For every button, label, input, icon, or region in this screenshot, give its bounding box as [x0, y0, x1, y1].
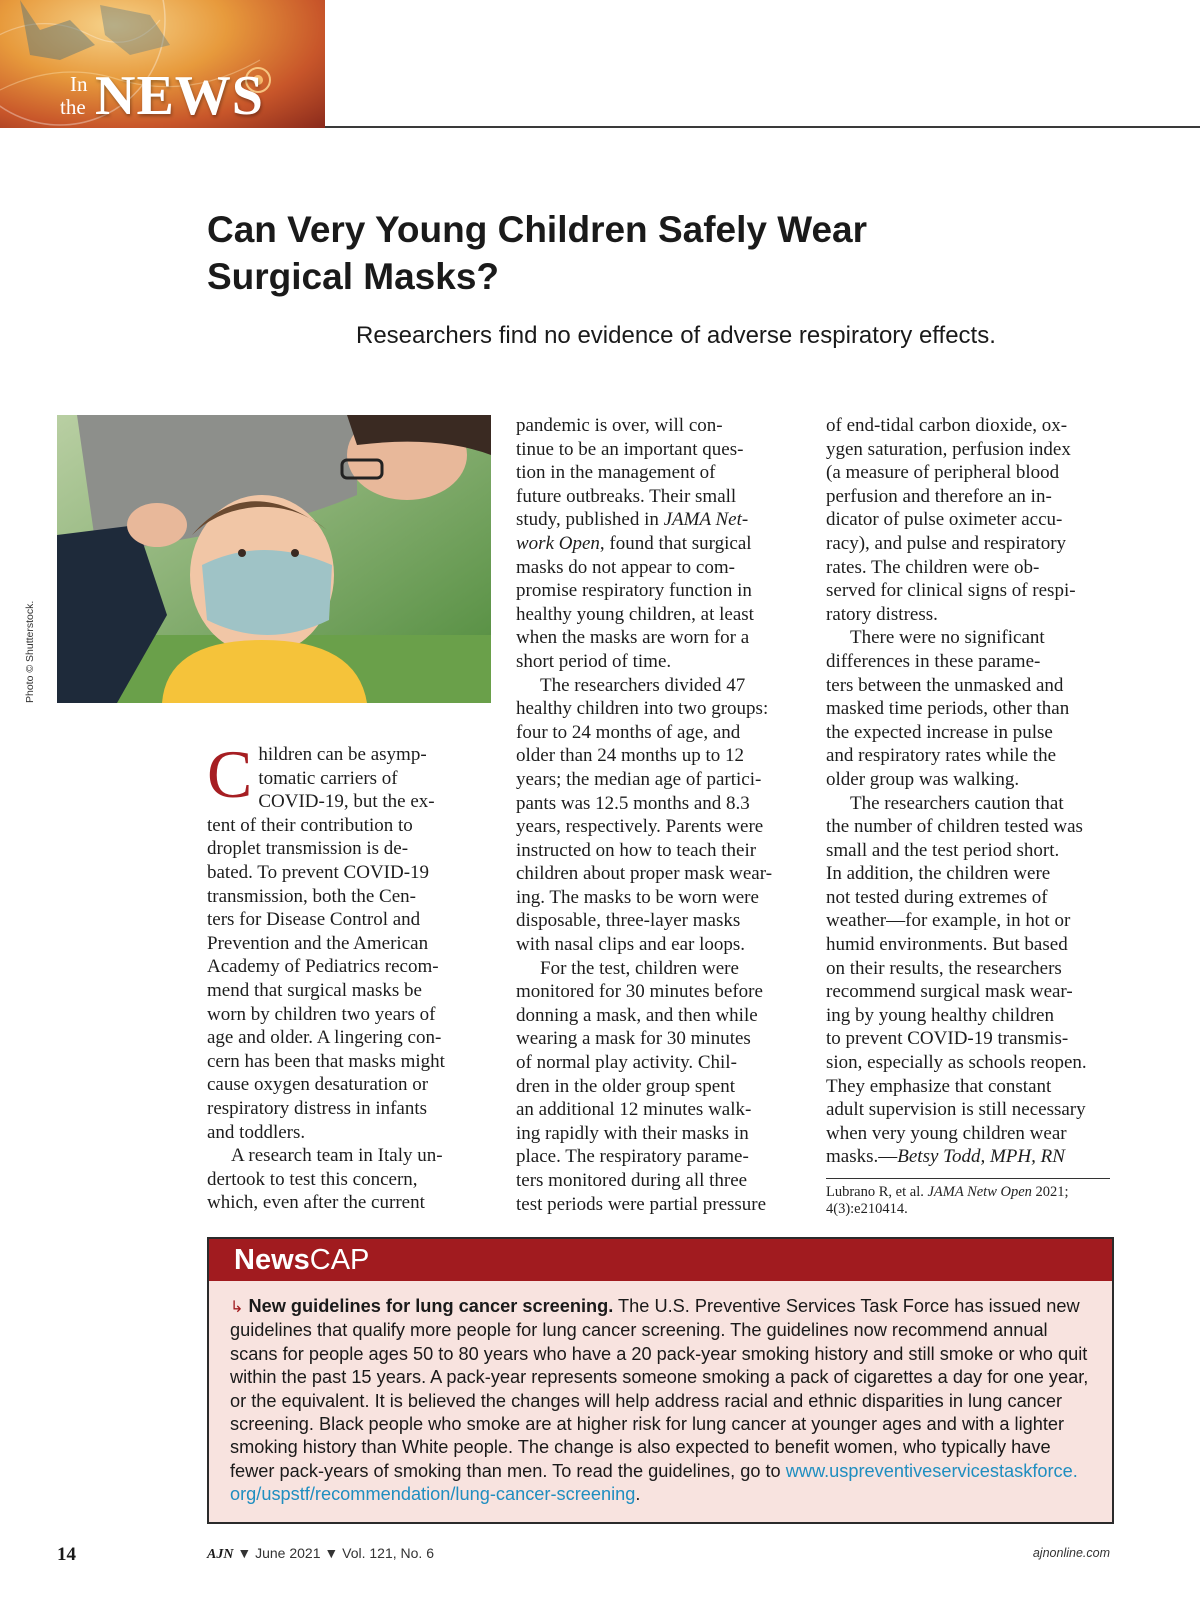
journal-info	[207, 1545, 434, 1563]
body-line: bated. To prevent COVID-19	[207, 861, 430, 883]
body-line: test periods were partial pressure	[516, 1193, 767, 1215]
headline-line-1: Can Very Young Children Safely Wear	[207, 209, 868, 250]
body-line: racy), and pulse and respiratory	[826, 532, 1067, 554]
body-line: when the masks are worn for a	[516, 627, 750, 649]
body-text: study, published in	[516, 509, 664, 531]
body-line: which, even after the current	[207, 1192, 425, 1214]
body-line: recommend surgical mask wear-	[826, 981, 1073, 1003]
body-line: on their results, the researchers	[826, 957, 1062, 979]
article-column-1	[207, 736, 497, 1215]
body-line: instructed on how to teach their	[516, 839, 757, 861]
article-column-3	[826, 414, 1121, 1169]
body-line: future outbreaks. Their small	[516, 485, 737, 507]
guidelines-link[interactable]: www.uspreventiveservicestaskforce.	[785, 1460, 1078, 1481]
page-number: 14	[57, 1544, 76, 1565]
body-line: They emphasize that constant	[826, 1075, 1052, 1097]
body-line: when very young children wear	[826, 1122, 1067, 1144]
body-line: the expected increase in pulse	[826, 721, 1053, 743]
body-line: wearing a mask for 30 minutes	[516, 1028, 751, 1050]
body-line: age and older. A lingering con-	[207, 1027, 442, 1049]
body-line: respiratory distress in infants	[207, 1097, 428, 1119]
body-line: COVID-19, but the ex-	[258, 791, 435, 813]
newscap-title	[234, 1244, 369, 1276]
body-line: ters between the unmasked and	[826, 674, 1064, 696]
body-line: ing by young healthy children	[826, 1004, 1054, 1026]
body-line: and respiratory rates while the	[826, 745, 1057, 767]
newscap-title-cap: CAP	[309, 1244, 370, 1276]
journal-name: AJN	[207, 1547, 234, 1562]
body-line: mend that surgical masks be	[207, 979, 422, 1001]
child-mask-photo	[57, 415, 491, 703]
issue-date: June 2021	[255, 1545, 321, 1561]
newscap-line	[230, 1295, 1100, 1319]
newscap-text: .	[635, 1484, 641, 1505]
body-line: small and the test period short.	[826, 839, 1060, 861]
body-line: worn by children two years of	[207, 1003, 436, 1025]
body-line: ters for Disease Control and	[207, 909, 421, 931]
body-line: There were no significant	[850, 627, 1045, 649]
reference-citation	[826, 1178, 1110, 1218]
body-line: rates. The children were ob-	[826, 556, 1040, 578]
triangle-icon: ▼	[324, 1545, 339, 1561]
newscap-line: guidelines that qualify more people for lung cancer screening. The guidelines now recommend annual	[230, 1320, 1048, 1341]
body-line: older group was walking.	[826, 768, 1020, 790]
body-line: masks do not appear to com-	[516, 556, 735, 578]
body-line: The researchers caution that	[850, 792, 1064, 814]
body-line: dertook to test this concern,	[207, 1168, 418, 1190]
body-line: promise respiratory function in	[516, 580, 752, 602]
body-line: Prevention and the American	[207, 932, 429, 954]
author-signoff: Betsy Todd, MPH, RN	[897, 1146, 1065, 1168]
body-line: adult supervision is still necessary	[826, 1099, 1086, 1121]
newscap-line: within the past 15 years. A pack-year represents someone smoking a pack of cigarettes a day for one year,	[230, 1367, 1089, 1388]
body-text: masks.—	[826, 1146, 898, 1168]
body-line: not tested during extremes of	[826, 886, 1048, 908]
body-line: In addition, the children were	[826, 863, 1051, 885]
newscap-line: or the equivalent. It is believed the changes will help address racial and ethnic disparities in lung cancer	[230, 1390, 1063, 1411]
header-rule	[325, 126, 1200, 128]
body-line: ing rapidly with their masks in	[516, 1122, 749, 1144]
body-line	[516, 508, 806, 532]
body-line: cern has been that masks might	[207, 1050, 445, 1072]
in-the-news-banner	[0, 0, 325, 128]
article-column-2	[516, 414, 806, 1216]
triangle-icon: ▼	[237, 1545, 252, 1561]
body-line: For the test, children were	[540, 957, 739, 979]
body-line: A research team in Italy un-	[231, 1145, 443, 1167]
deck-subtitle: Researchers find no evidence of adverse respiratory effects.	[356, 322, 996, 349]
photo-credit: Photo © Shutterstock.	[24, 600, 36, 703]
body-line: Academy of Pediatrics recom-	[207, 956, 439, 978]
body-line: monitored for 30 minutes before	[516, 981, 763, 1003]
newscap-line: screening. Black people who smoke are at higher risk for lung cancer at younger ages and with a lighter	[230, 1414, 1065, 1435]
body-line: of normal play activity. Chil-	[516, 1052, 737, 1074]
body-line: an additional 12 minutes walk-	[516, 1099, 752, 1121]
site-url: ajnonline.com	[1032, 1546, 1110, 1560]
newscap-title-bar	[209, 1239, 1112, 1281]
body-line: tent of their contribution to	[207, 814, 413, 836]
reference-line-2: 4(3):e210414.	[826, 1201, 908, 1217]
body-line: weather—for example, in hot or	[826, 910, 1071, 932]
body-line: disposable, three-layer masks	[516, 910, 741, 932]
body-line: humid environments. But based	[826, 934, 1068, 956]
body-line: perfusion and therefore an in-	[826, 485, 1052, 507]
article-photo	[57, 415, 491, 703]
body-line: older than 24 months up to 12	[516, 745, 744, 767]
body-line: years, respectively. Parents were	[516, 816, 764, 838]
reference-authors: Lubrano R, et al.	[826, 1184, 928, 1200]
reference-journal: JAMA Netw Open	[927, 1184, 1032, 1200]
body-line: ing. The masks to be worn were	[516, 886, 759, 908]
newscap-line	[230, 1460, 1100, 1483]
body-line: masked time periods, other than	[826, 698, 1070, 720]
body-text: , found that surgical	[599, 532, 752, 554]
headline	[207, 206, 967, 300]
body-line: years; the median age of partici-	[516, 768, 762, 790]
body-line: cause oxygen desaturation or	[207, 1074, 429, 1096]
reference-line-1	[826, 1184, 1110, 1201]
body-line	[516, 532, 806, 556]
arrow-icon: ↳	[230, 1299, 244, 1316]
body-line: and toddlers.	[207, 1121, 306, 1143]
body-line: ratory distress.	[826, 603, 938, 625]
newscap-line	[230, 1483, 1100, 1506]
journal-name-italic: work Open	[516, 532, 600, 554]
banner-word-the: the	[60, 95, 86, 119]
body-line: with nasal clips and ear loops.	[516, 934, 746, 956]
body-line	[826, 1145, 1121, 1169]
newscap-lead: New guidelines for lung cancer screening.	[248, 1296, 614, 1316]
banner-word-in: In	[70, 72, 88, 96]
newscap-body	[230, 1295, 1100, 1507]
body-line: (a measure of peripheral blood	[826, 462, 1060, 484]
body-line: ters monitored during all three	[516, 1170, 748, 1191]
banner-word-news: NEWS	[95, 65, 264, 127]
body-line: droplet transmission is de-	[207, 838, 409, 860]
body-line: ygen saturation, perfusion index	[826, 438, 1071, 460]
body-line: differences in these parame-	[826, 650, 1041, 672]
body-line: place. The respiratory parame-	[516, 1146, 749, 1168]
body-line: tomatic carriers of	[258, 767, 398, 789]
journal-name-italic: JAMA Net-	[663, 509, 749, 531]
body-line: four to 24 months of age, and	[516, 721, 741, 743]
newscap-text: fewer pack-years of smoking than men. To read the guidelines, go to	[230, 1460, 786, 1481]
body-line: healthy young children, at least	[516, 603, 754, 625]
body-line: children about proper mask wear-	[516, 863, 773, 885]
body-line: donning a mask, and then while	[516, 1004, 758, 1026]
body-line: the number of children tested was	[826, 816, 1083, 838]
newscap-line: smoking history than White people. The change is also expected to benefit women, who typically have	[230, 1437, 1051, 1458]
body-line: pandemic is over, will con-	[516, 415, 723, 436]
newscap-box	[207, 1237, 1114, 1524]
body-line: tion in the management of	[516, 462, 716, 484]
body-line: healthy children into two groups:	[516, 698, 769, 720]
guidelines-link-continued[interactable]: org/uspstf/recommendation/lung-cancer-screening	[230, 1484, 636, 1505]
body-line: dren in the older group spent	[516, 1075, 735, 1097]
reference-year: 2021;	[1031, 1184, 1069, 1200]
body-line: served for clinical signs of respi-	[826, 580, 1076, 602]
body-line: short period of time.	[516, 650, 672, 672]
body-line: transmission, both the Cen-	[207, 885, 416, 907]
body-line: sion, especially as schools reopen.	[826, 1052, 1087, 1074]
body-line: hildren can be asymp-	[258, 744, 427, 765]
body-line: to prevent COVID-19 transmis-	[826, 1028, 1069, 1050]
body-line: of end-tidal carbon dioxide, ox-	[826, 415, 1068, 436]
body-line: dicator of pulse oximeter accu-	[826, 509, 1063, 531]
headline-line-2: Surgical Masks?	[207, 256, 500, 297]
body-line: tinue to be an important ques-	[516, 438, 744, 460]
newscap-text: The U.S. Preventive Services Task Force has issued new	[613, 1296, 1080, 1316]
newscap-line: scans for people ages 50 to 80 years who have a 20 pack-year smoking history and still smoke or who quit	[230, 1343, 1088, 1364]
body-line: pants was 12.5 months and 8.3	[516, 792, 750, 814]
newscap-title-news: News	[234, 1244, 310, 1276]
volume-number: Vol. 121, No. 6	[342, 1545, 434, 1561]
body-line: The researchers divided 47	[540, 674, 746, 696]
drop-cap: C	[207, 736, 253, 812]
